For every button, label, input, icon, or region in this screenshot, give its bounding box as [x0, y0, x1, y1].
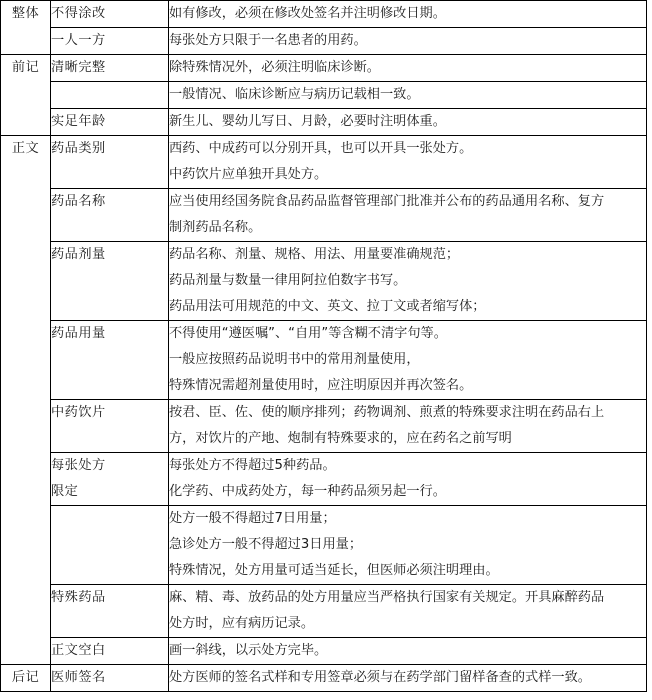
subject-cell	[51, 585, 169, 638]
subject-line: 药品剂量	[51, 247, 106, 262]
content-line: 除特殊情况外，必须注明临床诊断。	[169, 60, 380, 75]
subject-cell	[51, 109, 169, 136]
content-cell	[169, 1, 647, 28]
table-row	[1, 400, 647, 453]
table-body	[1, 1, 647, 692]
subject-cell	[51, 242, 169, 321]
subject-cell	[51, 55, 169, 82]
subject-cell	[51, 638, 169, 665]
content-line: 处方医师的签名式样和专用签章必须与在药学部门留样备查的式样一致。	[169, 670, 591, 685]
content-line: 不得使用“遵医嘱”、“自用”等含糊不清字句等。	[169, 326, 447, 341]
subject-cell	[51, 136, 169, 189]
content-line: 特殊情况需超剂量使用时，应注明原因并再次签名。	[169, 378, 473, 393]
table-row	[1, 55, 647, 82]
content-line: 急诊处方一般不得超过3日用量；	[169, 537, 363, 552]
content-line: 一般情况、临床诊断应与病历记载相一致。	[169, 87, 420, 102]
table-row	[1, 136, 647, 189]
content-line: 麻、精、毒、放药品的处方用量应当严格执行国家有关规定。开具麻醉药品	[169, 590, 605, 605]
content-cell	[169, 242, 647, 321]
content-cell	[169, 506, 647, 585]
subject-line: 正文空白	[51, 643, 106, 658]
content-cell	[169, 321, 647, 400]
table-row	[1, 82, 647, 109]
subject-line: 特殊药品	[51, 590, 106, 605]
subject-cell	[51, 453, 169, 506]
table-row	[1, 1, 647, 28]
content-line: 一般应按照药品说明书中的常用剂量使用，	[169, 352, 420, 367]
table-row	[1, 189, 647, 242]
content-cell	[169, 638, 647, 665]
content-cell	[169, 400, 647, 453]
content-line: 方，对饮片的产地、炮制有特殊要求的，应在药名之前写明	[169, 431, 512, 446]
content-line: 处方一般不得超过7日用量；	[169, 511, 336, 526]
content-line: 应当使用经国务院食品药品监督管理部门批准并公布的药品通用名称、复方	[169, 194, 605, 209]
section-label-cell	[1, 1, 51, 55]
subject-cell	[51, 665, 169, 692]
subject-cell	[51, 189, 169, 242]
table-row	[1, 585, 647, 638]
subject-line: 不得涂改	[51, 6, 106, 21]
section-label: 后记	[11, 670, 40, 685]
content-line: 西药、中成药可以分别开具，也可以开具一张处方。	[169, 141, 473, 156]
subject-cell	[51, 1, 169, 28]
subject-line: 药品用量	[51, 326, 106, 341]
table-row	[1, 242, 647, 321]
table-row	[1, 109, 647, 136]
content-cell	[169, 136, 647, 189]
subject-line: 中药饮片	[51, 405, 106, 420]
section-label-cell	[1, 136, 51, 665]
content-line: 药品用法可用规范的中文、英文、拉丁文或者缩写体；	[169, 299, 486, 314]
subject-line: 实足年龄	[51, 114, 106, 129]
content-cell	[169, 453, 647, 506]
table-row	[1, 321, 647, 400]
content-line: 化学药、中成药处方，每一种药品须另起一行。	[169, 484, 446, 499]
content-line: 每张处方不得超过5种药品。	[169, 458, 336, 473]
subject-cell	[51, 28, 169, 55]
content-line: 药品剂量与数量一律用阿拉伯数字书写。	[169, 273, 407, 288]
content-line: 处方时，应有病历记录。	[169, 616, 315, 631]
section-label-cell	[1, 55, 51, 136]
content-cell	[169, 665, 647, 692]
content-line: 每张处方只限于一名患者的用药。	[169, 33, 367, 48]
content-line: 新生儿、婴幼儿写日、月龄，必要时注明体重。	[169, 114, 446, 129]
section-label: 正文	[11, 141, 40, 156]
table-row	[1, 638, 647, 665]
content-cell	[169, 28, 647, 55]
table-row	[1, 665, 647, 692]
content-line: 制剂药品名称。	[169, 220, 262, 235]
subject-line: 医师签名	[51, 670, 106, 685]
content-line: 如有修改，必须在修改处签名并注明修改日期。	[169, 6, 446, 21]
subject-cell	[51, 82, 169, 109]
subject-line: 药品类别	[51, 141, 106, 156]
content-line: 中药饮片应单独开具处方。	[169, 167, 328, 182]
content-line: 按君、臣、佐、使的顺序排列；药物调剂、煎煮的特殊要求注明在药品右上	[169, 405, 605, 420]
content-line: 特殊情况，处方用量可适当延长，但医师必须注明理由。	[169, 563, 499, 578]
content-line: 药品名称、剂量、规格、用法、用量要准确规范；	[169, 247, 460, 262]
table-row	[1, 453, 647, 506]
content-line: 画一斜线，以示处方完毕。	[169, 643, 328, 658]
content-cell	[169, 585, 647, 638]
section-label: 整体	[11, 6, 40, 21]
subject-line: 药品名称	[51, 194, 106, 209]
content-cell	[169, 189, 647, 242]
subject-line: 一人一方	[51, 33, 106, 48]
content-cell	[169, 55, 647, 82]
subject-cell	[51, 400, 169, 453]
section-label: 前记	[11, 60, 40, 75]
subject-line: 清晰完整	[51, 60, 106, 75]
subject-cell	[51, 321, 169, 400]
content-cell	[169, 82, 647, 109]
table-row	[1, 506, 647, 585]
section-label-cell	[1, 665, 51, 692]
subject-line: 每张处方	[51, 458, 106, 473]
table-row	[1, 28, 647, 55]
subject-line: 限定	[51, 484, 79, 499]
content-cell	[169, 109, 647, 136]
subject-cell	[51, 506, 169, 585]
